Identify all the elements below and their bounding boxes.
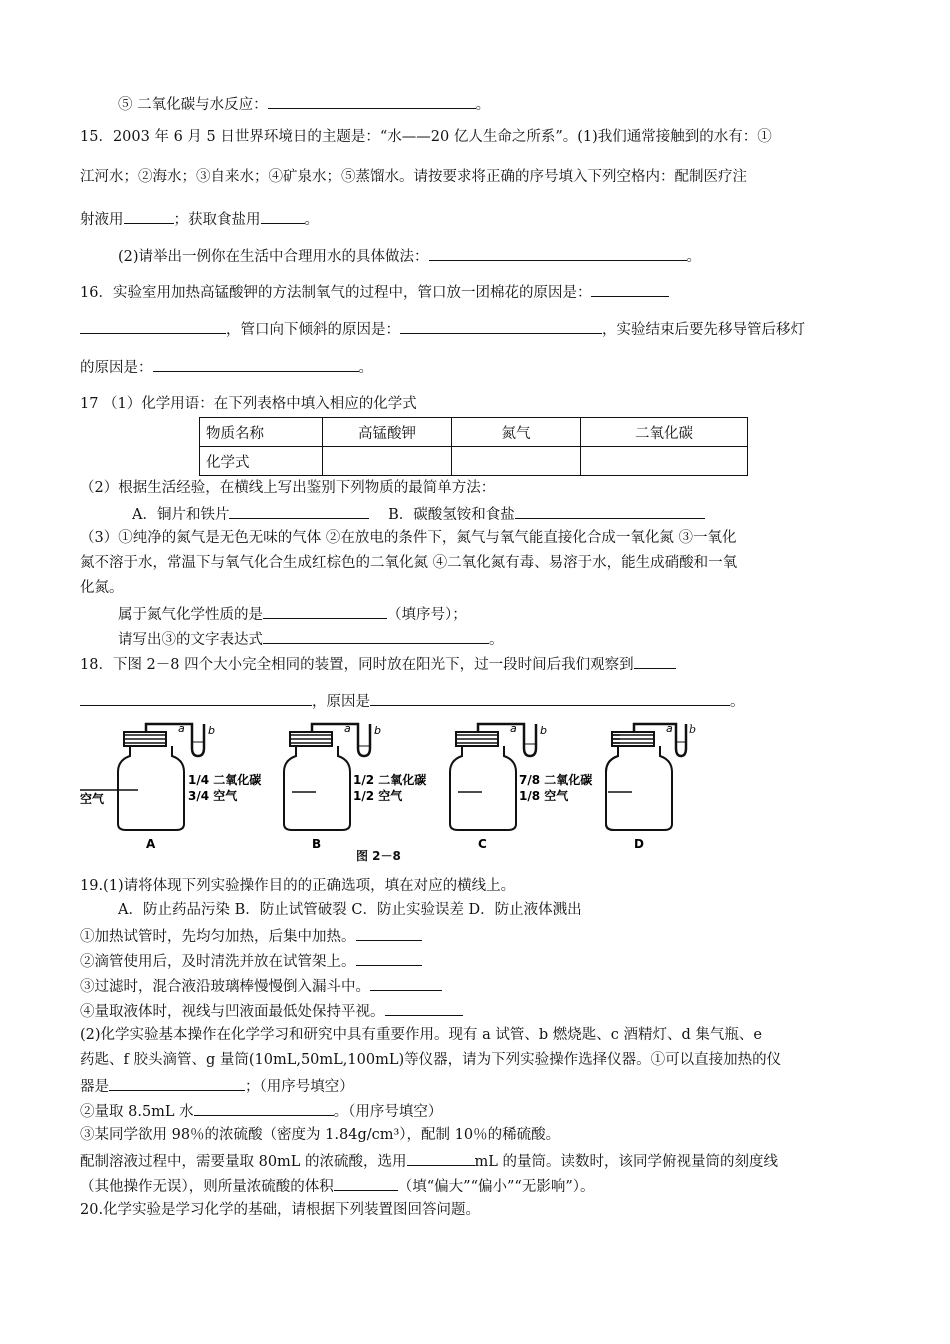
- q17-part3-line3: 化氮。: [80, 580, 124, 596]
- q18-line2: ，原因是 。: [80, 690, 745, 712]
- answer-blank[interactable]: [263, 603, 387, 619]
- tube-b-label-c: b: [540, 724, 547, 737]
- tube-a-label-b: a: [344, 722, 351, 735]
- q15-line3: 射液用 ；获取食盐用 。: [80, 208, 319, 230]
- q15-line2: 江河水；②海水；③自来水；④矿泉水；⑤蒸馏水。请按要求将正确的序号填入下列空格内：配制医疗注: [80, 169, 747, 185]
- figure-caption: 图 2－8: [356, 849, 401, 863]
- q19-part2-line6-a: 配制溶液过程中，需要量取 80mL 的浓硫酸，选用: [80, 1154, 407, 1170]
- q18-line1-text: 18．下图 2－8 四个大小完全相同的装置，同时放在阳光下，过一段时间后我们观察到: [80, 657, 634, 673]
- answer-blank[interactable]: [124, 208, 174, 224]
- bottle-c-right-top: 7/8 二氧化碳: [519, 773, 593, 787]
- tube-b-label-d: b: [689, 723, 697, 736]
- answer-blank[interactable]: [591, 281, 669, 297]
- bottle-a: [80, 724, 204, 830]
- q16-line1-text: 16．实验室用加热高锰酸钾的方法制氧气的过程中，管口放一团棉花的原因是：: [80, 285, 592, 301]
- table-header-row: [200, 418, 748, 447]
- bottle-a-right-top: 1/4 二氧化碳: [188, 773, 262, 787]
- bottle-b-right-bottom: 1/2 空气: [353, 789, 403, 803]
- answer-blank[interactable]: [261, 208, 305, 224]
- answer-blank[interactable]: [194, 1100, 334, 1116]
- q16-line1: [80, 281, 669, 303]
- answer-cell[interactable]: [323, 447, 452, 476]
- answer-cell[interactable]: [452, 447, 581, 476]
- q19-part2-line3: [80, 1075, 354, 1097]
- answer-blank[interactable]: [385, 1000, 463, 1016]
- answer-blank[interactable]: [400, 318, 602, 334]
- bottle-a-right-bottom: 3/4 空气: [188, 789, 238, 803]
- q17-part3-line1: （3）①纯净的氮气是无色无味的气体 ②在放电的条件下，氮气与氧气能直接化合成一氧化氮 ③一氧化: [80, 530, 737, 546]
- bottle-a-letter: A: [146, 837, 156, 851]
- q17-part2-a: A．铜片和铁片: [132, 507, 230, 523]
- q19-item1: [80, 925, 422, 947]
- answer-blank[interactable]: [263, 628, 489, 644]
- q17-part3-q2: 请写出③的文字表达式 。: [118, 628, 504, 650]
- q19-item3-text: ③过滤时，混合液沿玻璃棒慢慢倒入漏斗中。: [80, 979, 370, 995]
- q14-item5: ⑤ 二氧化碳与水反应： 。: [118, 93, 490, 115]
- answer-blank[interactable]: [515, 503, 705, 519]
- q19-part2-line6-b: mL 的量筒。读数时，该同学俯视量筒的刻度线: [474, 1154, 779, 1170]
- tube-b-label-a: b: [208, 724, 215, 737]
- q19-part2-line3-b: ；（用序号填空）: [245, 1079, 354, 1095]
- tube-b-label-b: b: [374, 724, 381, 737]
- bottle-b-letter: B: [312, 837, 322, 851]
- q19-part2-line4: [80, 1100, 442, 1122]
- table-header-cell: 物质名称: [200, 418, 323, 447]
- answer-blank[interactable]: [356, 925, 422, 941]
- table-row: [200, 447, 748, 476]
- q19-part2-line7: [80, 1175, 594, 1197]
- answer-blank[interactable]: [407, 1150, 475, 1166]
- q19-part2-line4-a: ②量取 8.5mL 水: [80, 1104, 194, 1120]
- answer-blank[interactable]: [634, 653, 676, 669]
- q19-part2-line2: 药匙、f 胶头滴管、g 量筒(10mL,50mL,100mL)等仪器，请为下列实验操作选择仪器。①可以直接加热的仪: [80, 1052, 782, 1068]
- answer-blank[interactable]: [370, 690, 730, 706]
- q19-line1: 19.(1)请将体现下列实验操作目的的正确选项，填在对应的横线上。: [80, 878, 516, 894]
- q19-part2-line3-a: 器是: [80, 1079, 109, 1095]
- answer-blank[interactable]: [356, 950, 422, 966]
- q15-line1: 15．2003 年 6 月 5 日世界环境日的主题是：“水——20 亿人生命之所系”。(1)我们通常接触到的水有：①: [80, 129, 772, 145]
- q15-line4-text: (2)请举出一例你在生活中合理用水的具体做法：: [118, 249, 429, 265]
- q14-item5-text: ⑤ 二氧化碳与水反应：: [118, 97, 268, 113]
- q15-line3-b: ；获取食盐用: [173, 212, 261, 228]
- chemical-formula-table: [199, 417, 748, 476]
- answer-cell[interactable]: [581, 447, 748, 476]
- q19-item1-text: ①加热试管时，先均匀加热，后集中加热。: [80, 929, 356, 945]
- bottle-a-left-label: 空气: [80, 792, 105, 806]
- q17-part3-q1-b: （填序号）；: [387, 607, 467, 623]
- q17-part3-line2: 氮不溶于水，常温下与氧气化合生成红棕色的二氧化氮 ④二氧化氮有毒、易溶于水，能生成硝酸和一氧: [80, 555, 738, 571]
- table-row-label: 化学式: [200, 447, 323, 476]
- q16-line3-text: 的原因是：: [80, 360, 153, 376]
- bottle-c-letter: C: [478, 837, 487, 851]
- bottle-c-right-bottom: 1/8 空气: [519, 789, 569, 803]
- q16-line3: 的原因是： 。: [80, 356, 373, 378]
- table-header-cell: 高锰酸钾: [323, 418, 452, 447]
- tube-a-label-a: a: [178, 722, 185, 735]
- answer-blank[interactable]: [153, 356, 359, 372]
- table-header-cell: 二氧化碳: [581, 418, 748, 447]
- table-header-cell: 氮气: [452, 418, 581, 447]
- q18-line2-a: ，原因是: [312, 694, 370, 710]
- q20-line1: 20.化学实验是学习化学的基础，请根据下列装置图回答问题。: [80, 1202, 481, 1218]
- bottle-d-letter: D: [634, 837, 644, 851]
- q19-part2-line1: (2)化学实验基本操作在化学学习和研究中具有重要作用。现有 a 试管、b 燃烧匙、c 酒精灯、d 集气瓶、e: [80, 1027, 762, 1043]
- q17-part2-b: B．碳酸氢铵和食盐: [388, 507, 515, 523]
- q15-line3-a: 射液用: [80, 212, 124, 228]
- q17-part3-q2-text: 请写出③的文字表达式: [118, 632, 263, 648]
- q17-title: 17 （1）化学用语：在下列表格中填入相应的化学式: [80, 396, 417, 412]
- q19-part2-line7-a: （其他操作无误），则所量浓硫酸的体积: [80, 1179, 334, 1195]
- q19-item2-text: ②滴管使用后，及时清洗并放在试管架上。: [80, 954, 356, 970]
- answer-blank[interactable]: [334, 1175, 398, 1191]
- q19-item4-text: ④量取液体时，视线与凹液面最低处保持平视。: [80, 1004, 385, 1020]
- q17-part3-q1-a: 属于氮气化学性质的是: [118, 607, 263, 623]
- q16-line2-a: ，管口向下倾斜的原因是：: [226, 322, 400, 338]
- q19-item2: [80, 950, 422, 972]
- q19-part2-line5: ③某同学欲用 98％的浓硫酸（密度为 1.84g/cm³），配制 10％的稀硫酸。: [80, 1127, 561, 1143]
- q19-item4: [80, 1000, 463, 1022]
- q19-part2-line4-b: 。（用序号填空）: [333, 1104, 443, 1120]
- tube-a-label-d: a: [666, 722, 673, 735]
- q16-line2-b: ，实验结束后要先移导管后移灯: [602, 322, 805, 338]
- q16-line2: [80, 318, 805, 340]
- bottle-b-right-top: 1/2 二氧化碳: [353, 773, 427, 787]
- q19-options: A．防止药品污染 B．防止试管破裂 C．防止实验误差 D．防止液体溅出: [118, 902, 582, 918]
- q19-part2-line7-b: （填“偏大”“偏小”“无影响”）。: [397, 1179, 595, 1195]
- q17-part2-options: [132, 503, 705, 525]
- answer-blank[interactable]: [268, 93, 476, 109]
- q17-part3-q1: [118, 603, 467, 625]
- answer-blank[interactable]: [229, 503, 369, 519]
- q19-part2-line6: [80, 1150, 778, 1172]
- answer-blank[interactable]: [370, 975, 442, 991]
- q15-line4: (2)请举出一例你在生活中合理用水的具体做法： 。: [118, 245, 701, 267]
- q18-line1: [80, 653, 676, 675]
- answer-blank[interactable]: [80, 690, 312, 706]
- answer-blank[interactable]: [429, 245, 687, 261]
- answer-blank[interactable]: [109, 1075, 245, 1091]
- q19-item3: [80, 975, 442, 997]
- bottle-d-body: [568, 720, 688, 868]
- answer-blank[interactable]: [80, 318, 226, 334]
- figure-2-8: [80, 720, 620, 868]
- q17-part2: （2）根据生活经验，在横线上写出鉴别下列物质的最简单方法：: [80, 480, 496, 496]
- tube-a-label-c: a: [510, 722, 517, 735]
